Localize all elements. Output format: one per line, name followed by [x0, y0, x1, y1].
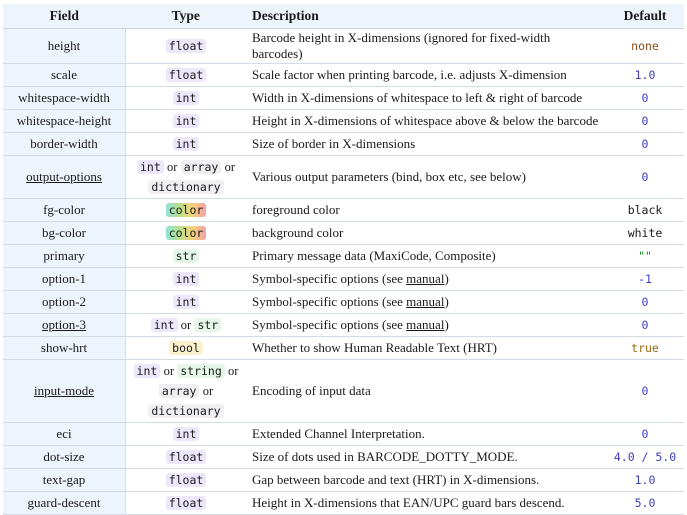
type-cell	[126, 337, 247, 360]
field-name: option-1	[41, 271, 87, 286]
default-cell	[606, 423, 684, 446]
type-cell	[126, 64, 247, 87]
field-cell	[3, 245, 126, 268]
default-value: 0	[641, 427, 649, 441]
description-cell	[246, 337, 606, 360]
table-row	[3, 29, 684, 64]
default-value: 1.0	[634, 473, 656, 487]
description-text: Height in X-dimensions of whitespace above & below the barcode	[252, 113, 599, 128]
table-row	[3, 64, 684, 87]
type-badge: int	[173, 137, 200, 151]
field-cell	[3, 446, 126, 469]
description-text: Extended Channel Interpretation.	[252, 426, 425, 441]
field-cell	[3, 360, 126, 423]
default-cell	[606, 492, 684, 515]
default-cell	[606, 110, 684, 133]
type-cell	[126, 156, 247, 199]
default-cell	[606, 245, 684, 268]
description-text: Scale factor when printing barcode, i.e. adjusts X-dimension	[252, 67, 567, 82]
type-cell	[126, 446, 247, 469]
type-cell	[126, 245, 247, 268]
field-name: guard-descent	[27, 495, 101, 510]
field-cell	[3, 492, 126, 515]
default-cell	[606, 156, 684, 199]
default-value: 0	[641, 170, 649, 184]
description-cell	[246, 87, 606, 110]
type-cell	[126, 110, 247, 133]
type-cell	[126, 199, 247, 222]
header-row	[3, 4, 684, 29]
description-cell	[246, 492, 606, 515]
description-cell	[246, 314, 606, 337]
description-text: Gap between barcode and text (HRT) in X-dimensions.	[252, 472, 540, 487]
table-row	[3, 156, 684, 199]
type-badge: int	[173, 114, 200, 128]
type-cell	[126, 133, 247, 156]
type-cell	[126, 360, 247, 423]
default-value: 0	[641, 91, 649, 105]
type-badge: float	[166, 450, 207, 464]
description-cell	[246, 245, 606, 268]
field-cell	[3, 133, 126, 156]
field-name: bg-color	[41, 225, 87, 240]
default-value: 0	[641, 137, 649, 151]
type-badge: color	[166, 226, 207, 240]
field-link[interactable]: option-3	[41, 317, 87, 332]
description-cell	[246, 268, 606, 291]
type-badge: int	[173, 91, 200, 105]
type-separator: or	[202, 384, 214, 398]
description-suffix: )	[444, 294, 449, 309]
type-badge: int	[137, 160, 164, 174]
field-cell	[3, 29, 126, 64]
field-link[interactable]: input-mode	[34, 383, 94, 398]
description-cell	[246, 446, 606, 469]
header-description: Description	[246, 4, 606, 29]
description-text: Width in X-dimensions of whitespace to left & right of barcode	[252, 90, 583, 105]
header-field: Field	[3, 4, 126, 29]
type-badge: int	[173, 272, 200, 286]
field-name: text-gap	[42, 472, 86, 487]
default-value: 5.0	[634, 496, 656, 510]
default-value: 1.0	[634, 68, 656, 82]
type-badge: string	[177, 364, 225, 378]
default-cell	[606, 199, 684, 222]
field-name: option-2	[41, 294, 87, 309]
type-separator: or	[228, 364, 239, 378]
default-value: 0	[641, 114, 649, 128]
default-cell	[606, 314, 684, 337]
type-badge: color	[166, 203, 207, 217]
default-value: ""	[638, 249, 652, 263]
default-cell	[606, 222, 684, 245]
type-badge: str	[194, 318, 221, 332]
field-name: fg-color	[43, 202, 85, 217]
default-cell	[606, 268, 684, 291]
type-separator: or	[163, 364, 174, 378]
description-text: Various output parameters (bind, box etc, see below)	[252, 169, 527, 184]
description-cell	[246, 110, 606, 133]
default-cell	[606, 360, 684, 423]
default-cell	[606, 87, 684, 110]
header-type: Type	[126, 4, 247, 29]
description-text: Encoding of input data	[252, 383, 371, 398]
type-badge: int	[151, 318, 178, 332]
default-value: none	[631, 39, 659, 53]
type-separator: or	[180, 318, 192, 332]
description-text: Symbol-specific options (see	[252, 294, 407, 309]
description-text: Size of dots used in BARCODE_DOTTY_MODE.	[252, 449, 518, 464]
table-row	[3, 199, 684, 222]
type-badge: float	[166, 68, 207, 82]
default-value: 4.0 / 5.0	[613, 450, 677, 464]
default-value: white	[627, 226, 663, 240]
type-badge: dictionary	[148, 404, 223, 418]
type-badge: int	[134, 364, 161, 378]
field-cell	[3, 314, 126, 337]
default-value: true	[631, 341, 659, 355]
table-row	[3, 87, 684, 110]
type-badge: array	[159, 384, 200, 398]
type-separator: or	[224, 160, 235, 174]
field-name: scale	[51, 67, 77, 82]
type-separator: or	[167, 160, 178, 174]
type-badge: bool	[169, 341, 203, 355]
type-cell	[126, 29, 247, 64]
table-row	[3, 360, 684, 423]
default-cell	[606, 446, 684, 469]
field-cell	[3, 469, 126, 492]
description-text: Symbol-specific options (see	[252, 317, 407, 332]
default-value: black	[627, 203, 663, 217]
description-cell	[246, 469, 606, 492]
manual-link[interactable]: manual	[406, 271, 445, 286]
field-cell	[3, 291, 126, 314]
description-text: Height in X-dimensions that EAN/UPC guard bars descend.	[252, 495, 565, 510]
description-cell	[246, 199, 606, 222]
type-cell	[126, 423, 247, 446]
type-cell	[126, 469, 247, 492]
field-name: primary	[43, 248, 85, 263]
table-row	[3, 268, 684, 291]
default-cell	[606, 469, 684, 492]
description-cell	[246, 156, 606, 199]
field-name: border-width	[30, 136, 98, 151]
table-row	[3, 469, 684, 492]
default-cell	[606, 291, 684, 314]
table-row	[3, 446, 684, 469]
field-cell	[3, 156, 126, 199]
table-row	[3, 222, 684, 245]
field-cell	[3, 423, 126, 446]
table-row	[3, 337, 684, 360]
description-cell	[246, 64, 606, 87]
field-cell	[3, 222, 126, 245]
field-cell	[3, 64, 126, 87]
table-row	[3, 245, 684, 268]
field-cell	[3, 268, 126, 291]
type-cell	[126, 314, 247, 337]
default-cell	[606, 29, 684, 64]
description-text: Whether to show Human Readable Text (HRT)	[252, 340, 498, 355]
description-suffix: )	[444, 317, 449, 332]
description-text: background color	[252, 225, 344, 240]
field-name: show-hrt	[40, 340, 88, 355]
description-text: foreground color	[252, 202, 340, 217]
table-row	[3, 133, 684, 156]
description-text: Barcode height in X-dimensions (ignored for fixed-width barcodes)	[252, 30, 551, 61]
type-badge: float	[166, 473, 207, 487]
default-value: -1	[638, 272, 652, 286]
type-cell	[126, 87, 247, 110]
header-default: Default	[606, 4, 684, 29]
type-badge: int	[173, 295, 200, 309]
description-cell	[246, 133, 606, 156]
field-name: whitespace-height	[16, 113, 112, 128]
type-cell	[126, 222, 247, 245]
options-table	[3, 4, 684, 515]
table-row	[3, 314, 684, 337]
description-cell	[246, 291, 606, 314]
field-cell	[3, 87, 126, 110]
type-badge: int	[173, 427, 200, 441]
field-name: eci	[56, 426, 72, 441]
type-cell	[126, 268, 247, 291]
default-value: 0	[641, 295, 649, 309]
default-cell	[606, 64, 684, 87]
table-row	[3, 291, 684, 314]
field-cell	[3, 110, 126, 133]
type-badge: str	[173, 249, 200, 263]
description-cell	[246, 29, 606, 64]
field-name: dot-size	[43, 449, 85, 464]
default-value: 0	[641, 318, 649, 332]
description-cell	[246, 222, 606, 245]
description-cell	[246, 360, 606, 423]
default-cell	[606, 337, 684, 360]
field-cell	[3, 199, 126, 222]
type-badge: array	[181, 160, 222, 174]
field-name: whitespace-width	[18, 90, 110, 105]
table-row	[3, 423, 684, 446]
description-text: Size of border in X-dimensions	[252, 136, 416, 151]
manual-link[interactable]: manual	[406, 294, 445, 309]
description-text: Symbol-specific options (see	[252, 271, 407, 286]
type-badge: float	[166, 39, 207, 53]
type-badge: float	[166, 496, 207, 510]
table-body	[3, 29, 684, 515]
description-text: Primary message data (MaxiCode, Composite)	[252, 248, 496, 263]
field-name: height	[47, 38, 81, 53]
table-row	[3, 110, 684, 133]
manual-link[interactable]: manual	[406, 317, 445, 332]
type-cell	[126, 291, 247, 314]
type-cell	[126, 492, 247, 515]
default-cell	[606, 133, 684, 156]
field-link[interactable]: output-options	[26, 169, 102, 184]
description-suffix: )	[444, 271, 449, 286]
table-row	[3, 492, 684, 515]
field-cell	[3, 337, 126, 360]
type-badge: dictionary	[148, 180, 223, 194]
description-cell	[246, 423, 606, 446]
default-value: 0	[641, 384, 649, 398]
